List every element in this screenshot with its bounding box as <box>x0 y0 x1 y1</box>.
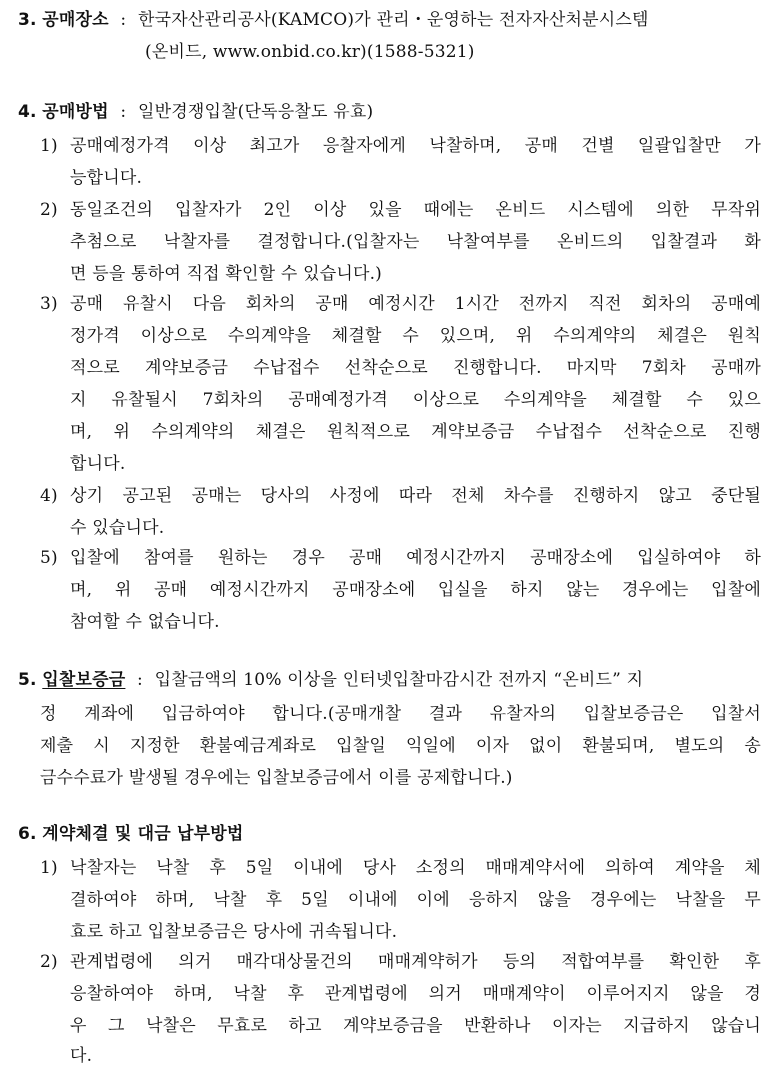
list-item-line: 입찰에 참여를 원하는 경우 공매 예정시간까지 공매장소에 입실하여야 하 <box>70 548 761 568</box>
list-item-line: 추첨으로 낙찰자를 결정합니다.(입찰자는 낙찰여부를 온비드의 입찰결과 화 <box>70 232 761 252</box>
section-5-line: 정 계좌에 입금하여야 합니다.(공매개찰 결과 유찰자의 입찰보증금은 입찰서 <box>40 704 761 724</box>
list-item-line: 적으로 계약보증금 수납접수 선착순으로 진행합니다. 마지막 7회차 공매까 <box>70 358 761 378</box>
list-item-line: 낙찰자는 낙찰 후 5일 이내에 당사 소정의 매매계약서에 의하여 계약을 체 <box>70 858 761 878</box>
section-title: 입찰보증금 <box>42 670 126 690</box>
list-item-number: 2) <box>40 200 58 220</box>
list-item-line: 응찰하여야 하며, 낙찰 후 관계법령에 의거 매매계약이 이루어지지 않을 경 <box>70 984 761 1004</box>
section-title: 계약체결 및 대금 납부방법 <box>42 824 244 844</box>
section-separator: : <box>120 10 127 30</box>
list-item-line: 다. <box>70 1046 93 1066</box>
section-number: 3. <box>18 10 37 30</box>
list-item-line: 동일조건의 입찰자가 2인 이상 있을 때에는 온비드 시스템에 의한 무작위 <box>70 200 761 220</box>
list-item-line: 합니다. <box>70 454 126 474</box>
list-item-line: 효로 하고 입찰보증금은 당사에 귀속됩니다. <box>70 922 398 942</box>
list-item-number: 3) <box>40 294 58 314</box>
section-separator: : <box>137 670 143 690</box>
list-item-line: 참여할 수 없습니다. <box>70 612 220 632</box>
section-number: 5. <box>18 670 37 690</box>
list-item-number: 1) <box>40 858 58 878</box>
list-item-number: 1) <box>40 136 58 156</box>
section-5-header <box>18 668 761 692</box>
section-number: 4. <box>18 102 37 122</box>
section-6-header <box>18 822 761 846</box>
list-item-number: 5) <box>40 548 58 568</box>
section-text: 입찰금액의 10% 이상을 인터넷입찰마감시간 전까지 “온비드” 지 <box>154 670 644 690</box>
list-item-line: 결하여야 하며, 낙찰 후 5일 이내에 이에 응하지 않을 경우에는 낙찰을 무 <box>70 890 761 910</box>
list-item-line: 수 있습니다. <box>70 518 165 538</box>
list-item-number: 2) <box>40 952 58 972</box>
section-title: 공매장소 <box>42 10 109 30</box>
list-item-line: 며, 위 수의계약의 체결은 원칙적으로 계약보증금 수납접수 선착순으로 진행 <box>70 422 761 442</box>
section-5-line: 제출 시 지정한 환불예금계좌로 입찰일 익일에 이자 없이 환불되며, 별도의 송 <box>40 736 761 756</box>
section-3-line-2: (온비드, www.onbid.co.kr)(1588-5321) <box>145 42 475 62</box>
list-item-line: 정가격 이상으로 수의계약을 체결할 수 있으며, 위 수의계약의 체결은 원칙 <box>70 326 761 346</box>
section-3-header <box>18 8 761 32</box>
list-item-line: 공매예정가격 이상 최고가 응찰자에게 낙찰하며, 공매 건별 일괄입찰만 가 <box>70 136 761 156</box>
section-5-line: 금수수료가 발생될 경우에는 입찰보증금에서 이를 공제합니다.) <box>40 768 513 788</box>
list-item-line: 관계법령에 의거 매각대상물건의 매매계약허가 등의 적합여부를 확인한 후 <box>70 952 761 972</box>
section-number: 6. <box>18 824 37 844</box>
section-4-header <box>18 100 761 124</box>
section-separator: : <box>120 102 127 122</box>
list-item-line: 지 유찰될시 7회차의 공매예정가격 이상으로 수의계약을 체결할 수 있으 <box>70 390 761 410</box>
list-item-number: 4) <box>40 486 58 506</box>
list-item-line: 며, 위 공매 예정시간까지 공매장소에 입실을 하지 않는 경우에는 입찰에 <box>70 580 761 600</box>
list-item-line: 면 등을 통하여 직접 확인할 수 있습니다.) <box>70 264 383 284</box>
section-intro: 일반경쟁입찰(단독응찰도 유효) <box>137 102 374 122</box>
section-title: 공매방법 <box>42 102 109 122</box>
list-item-line: 공매 유찰시 다음 회차의 공매 예정시간 1시간 전까지 직전 회차의 공매예 <box>70 294 761 314</box>
section-text: 한국자산관리공사(KAMCO)가 관리・운영하는 전자자산처분시스템 <box>137 10 649 30</box>
list-item-line: 능합니다. <box>70 168 143 188</box>
list-item-line: 우 그 낙찰은 무효로 하고 계약보증금을 반환하나 이자는 지급하지 않습니 <box>70 1016 761 1036</box>
list-item-line: 상기 공고된 공매는 당사의 사정에 따라 전체 차수를 진행하지 않고 중단될 <box>70 486 761 506</box>
